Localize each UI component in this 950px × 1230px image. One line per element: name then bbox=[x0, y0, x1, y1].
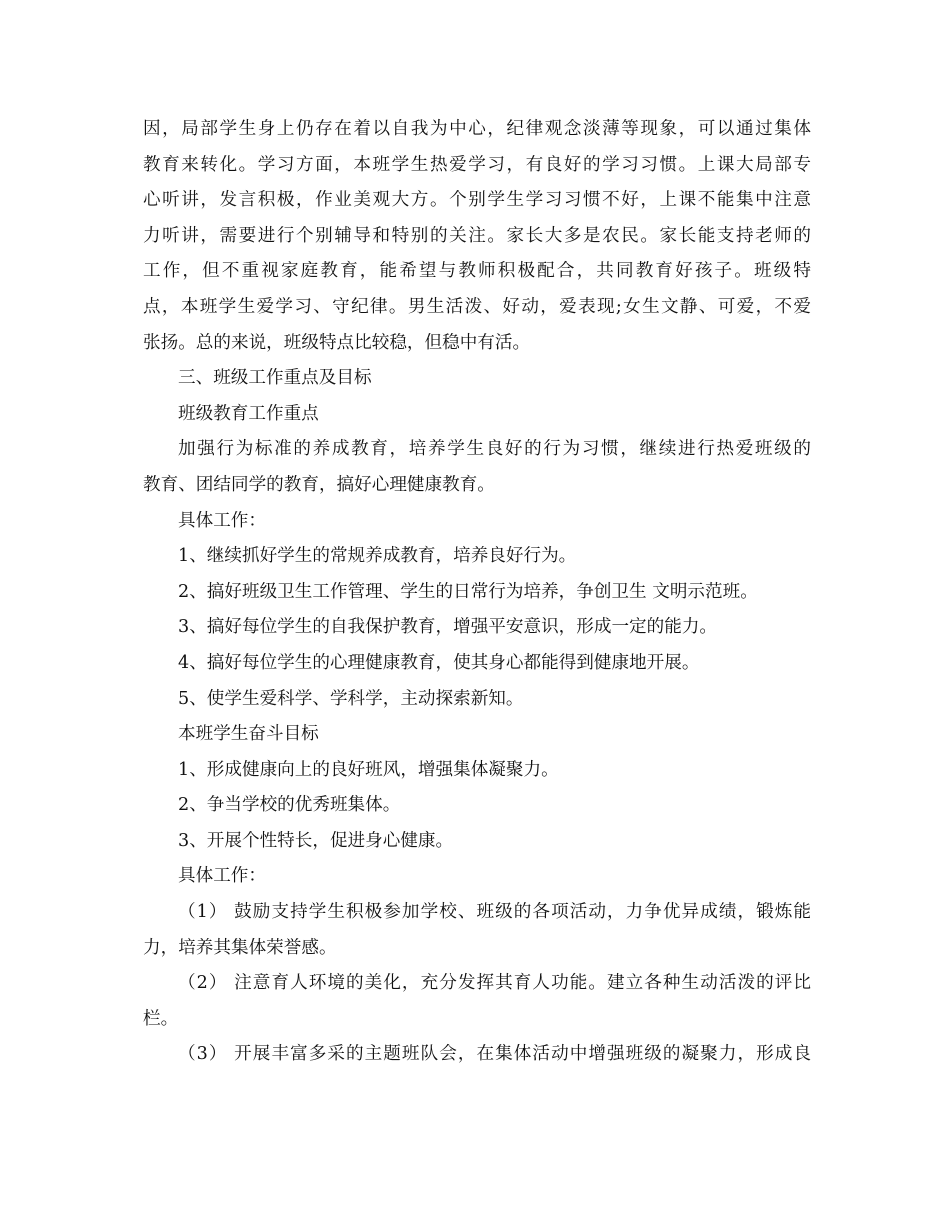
intro-paragraph bbox=[143, 112, 811, 361]
text-line: 加强行为标准的养成教育，培养学生良好的行为习惯，继续进行热爱班级的 bbox=[178, 439, 811, 460]
list-item: 3、搞好每位学生的自我保护教育，增强平安意识，形成一定的能力。 bbox=[178, 617, 718, 638]
subheading-goals: 本班学生奋斗目标 bbox=[178, 724, 319, 745]
text-line: 点，本班学生爱学习、守纪律。男生活泼、好动，爱表现;女生文静、可爱，不爱 bbox=[143, 296, 811, 317]
list-item: 3、开展个性特长，促进身心健康。 bbox=[178, 830, 454, 851]
text-line: （3） 开展丰富多采的主题班队会，在集体活动中增强班级的凝聚力，形成良 bbox=[178, 1044, 811, 1065]
focus-paragraph bbox=[143, 432, 811, 503]
text-line: 因，局部学生身上仍存在着以自我为中心，纪律观念淡薄等现象，可以通过集体 bbox=[143, 119, 811, 139]
text-line: 教育、团结同学的教育，搞好心理健康教育。 bbox=[143, 474, 495, 495]
text-line: 工作，但不重视家庭教育，能希望与教师积极配合，共同教育好孩子。班级特 bbox=[143, 261, 811, 282]
list-item: 1、继续抓好学生的常规养成教育，培养良好行为。 bbox=[178, 546, 577, 567]
specific-work-label: 具体工作： bbox=[178, 510, 266, 531]
text-line: （1） 鼓励支持学生积极参加学校、班级的各项活动，力争优异成绩，锻炼能 bbox=[178, 902, 811, 923]
text-line: 栏。 bbox=[143, 1008, 179, 1029]
list-item: 2、搞好班级卫生工作管理、学生的日常行为培养，争创卫生 文明示范班。 bbox=[178, 581, 758, 602]
work-item bbox=[143, 895, 811, 966]
text-line: 张扬。总的来说，班级特点比较稳，但稳中有活。 bbox=[143, 332, 531, 353]
section-heading: 三、班级工作重点及目标 bbox=[178, 368, 372, 389]
list-item: 1、形成健康向上的良好班风，增强集体凝聚力。 bbox=[178, 759, 559, 780]
document-body bbox=[143, 112, 811, 1073]
list-item: 5、使学生爱科学、学科学，主动探索新知。 bbox=[178, 688, 524, 709]
text-line: 力听讲，需要进行个别辅导和特别的关注。家长大多是农民。家长能支持老师的 bbox=[143, 225, 811, 246]
text-line: 力，培养其集体荣誉感。 bbox=[143, 937, 337, 958]
work-item bbox=[143, 1037, 811, 1073]
list-item: 2、争当学校的优秀班集体。 bbox=[178, 795, 401, 816]
work-item bbox=[143, 966, 811, 1037]
subheading-focus: 班级教育工作重点 bbox=[178, 403, 319, 424]
list-item: 4、搞好每位学生的心理健康教育，使其身心都能得到健康地开展。 bbox=[178, 652, 700, 673]
specific-work-label: 具体工作： bbox=[178, 866, 266, 887]
text-line: 心听讲，发言积极，作业美观大方。个别学生学习习惯不好，上课不能集中注意 bbox=[143, 190, 811, 211]
text-line: （2） 注意育人环境的美化，充分发挥其育人功能。建立各种生动活泼的评比 bbox=[178, 973, 811, 994]
text-line: 教育来转化。学习方面，本班学生热爱学习，有良好的学习习惯。上课大局部专 bbox=[143, 154, 811, 175]
